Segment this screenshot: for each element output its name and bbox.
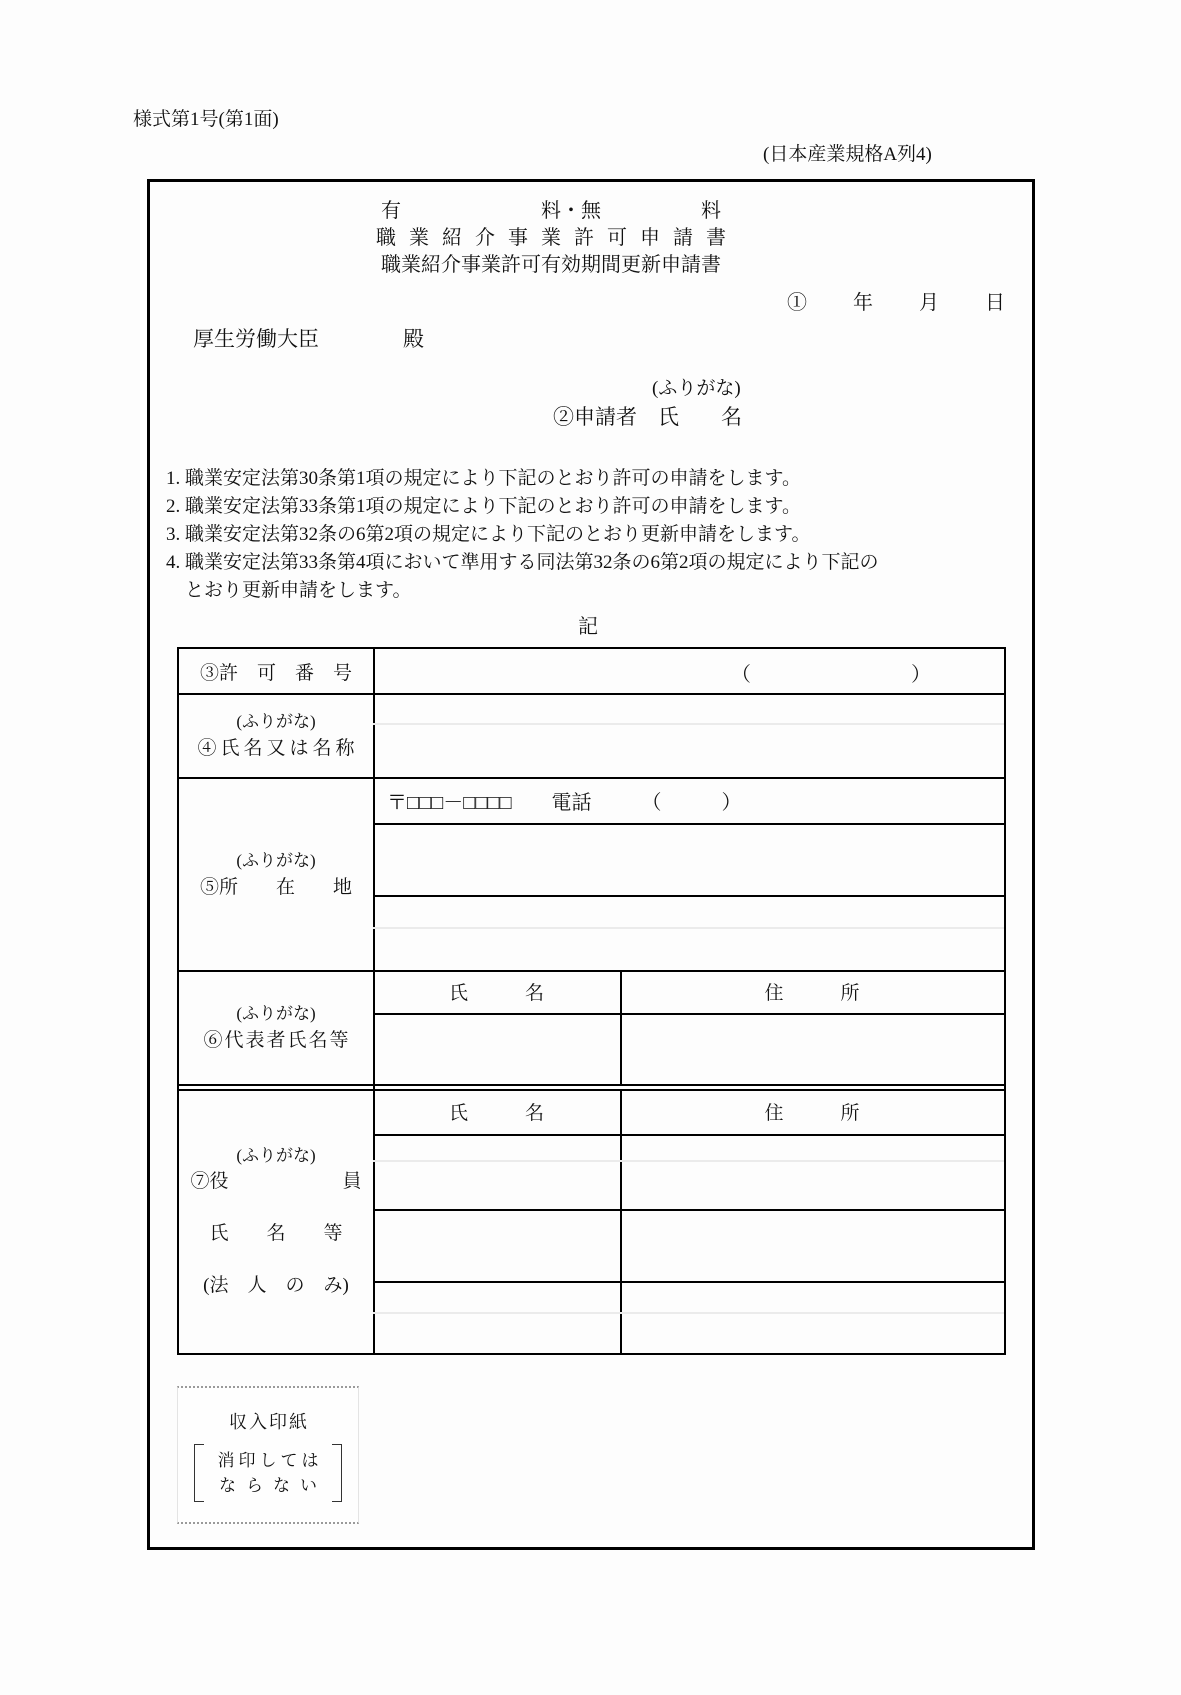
representative-furigana-label: (ふりがな) bbox=[236, 1004, 316, 1023]
application-table bbox=[177, 647, 1006, 1355]
date-line: ① 年 月 日 bbox=[787, 292, 1007, 314]
revenue-stamp-title: 収入印紙 bbox=[229, 1412, 309, 1432]
location-furigana-label: (ふりがな) bbox=[236, 850, 316, 870]
officers-label-line3: (法 人 の み) bbox=[203, 1275, 349, 1296]
record-marker: 記 bbox=[578, 616, 598, 638]
declaration-item-1: 1. 職業安定法第30条第1項の規定により下記のとおり許可の申請をします。 bbox=[166, 468, 801, 489]
title-renewal-line: 職業紹介事業許可有効期間更新申請書 bbox=[381, 254, 721, 276]
officer-name-cell-3 bbox=[373, 1281, 620, 1353]
officer-address-cell-2 bbox=[620, 1209, 1004, 1281]
representative-label-cell bbox=[179, 970, 373, 1084]
name-label: ④氏名又は名称 bbox=[197, 738, 359, 759]
name-input-cell bbox=[373, 693, 1004, 777]
address-line1-cell bbox=[373, 823, 1004, 895]
location-label-cell bbox=[179, 777, 373, 970]
declaration-list bbox=[166, 465, 879, 605]
stamp-note-bracket bbox=[194, 1444, 342, 1502]
declaration-item-3: 3. 職業安定法第32条の6第2項の規定により下記のとおり更新申請をします。 bbox=[166, 524, 811, 545]
stamp-note-line1: 消印しては bbox=[217, 1451, 323, 1470]
applicant-name-line: ②申請者 氏 名 bbox=[553, 405, 742, 429]
stamp-note-line2: ならない bbox=[219, 1476, 327, 1495]
declaration-item-4-continued: とおり更新申請をします。 bbox=[166, 580, 412, 601]
form-id-label: 様式第1号(第1面) bbox=[133, 109, 279, 130]
license-number-parentheses: （ ） bbox=[731, 664, 931, 686]
addressee-line: 厚生労働大臣 殿 bbox=[193, 327, 424, 351]
officers-name-column-header: 氏 名 bbox=[448, 1103, 544, 1124]
representative-label: ⑥代表者氏名等 bbox=[203, 1030, 351, 1051]
license-number-value-cell bbox=[373, 649, 1004, 693]
officer-address-cell-3 bbox=[620, 1281, 1004, 1353]
title-application-line: 職業紹介事業許可申請書 bbox=[376, 227, 739, 249]
officer-name-cell-2 bbox=[373, 1209, 620, 1281]
postal-code-phone-line: 〒□□□－□□□□ 電話 （ ） bbox=[387, 791, 742, 814]
declaration-item-2: 2. 職業安定法第33条第1項の規定により下記のとおり許可の申請をします。 bbox=[166, 496, 801, 517]
representative-address-cell bbox=[620, 1013, 1004, 1084]
officers-label-line2: 氏 名 等 bbox=[209, 1223, 343, 1244]
form-border-box bbox=[147, 179, 1035, 1550]
representative-name-cell bbox=[373, 1013, 620, 1084]
name-furigana-label: (ふりがな) bbox=[236, 712, 316, 731]
revenue-stamp-box bbox=[177, 1386, 359, 1524]
paper-standard-label: (日本産業規格A列4) bbox=[763, 144, 932, 165]
name-label-cell bbox=[179, 693, 373, 777]
form-title-block bbox=[150, 198, 952, 279]
officers-label-line1: ⑦役 員 bbox=[190, 1171, 362, 1192]
applicant-furigana-label: (ふりがな) bbox=[652, 378, 741, 399]
location-label: ⑤所 在 地 bbox=[199, 876, 352, 898]
representative-address-column-header: 住 所 bbox=[764, 983, 860, 1004]
representative-name-column-header: 氏 名 bbox=[448, 983, 544, 1004]
officers-furigana-label: (ふりがな) bbox=[236, 1146, 316, 1165]
officers-label-cell bbox=[179, 1089, 373, 1353]
address-line2-cell bbox=[373, 895, 1004, 970]
license-number-label-cell: ③許 可 番 号 bbox=[199, 662, 352, 684]
officer-name-cell-1 bbox=[373, 1134, 620, 1209]
title-fee-line: 有 料・無 料 bbox=[381, 200, 721, 222]
declaration-item-4: 4. 職業安定法第33条第4項において準用する同法第32条の6第2項の規定により下記の bbox=[166, 552, 879, 573]
officers-address-column-header: 住 所 bbox=[764, 1103, 860, 1124]
gridline-double-top bbox=[179, 1084, 1004, 1086]
officer-address-cell-1 bbox=[620, 1134, 1004, 1209]
